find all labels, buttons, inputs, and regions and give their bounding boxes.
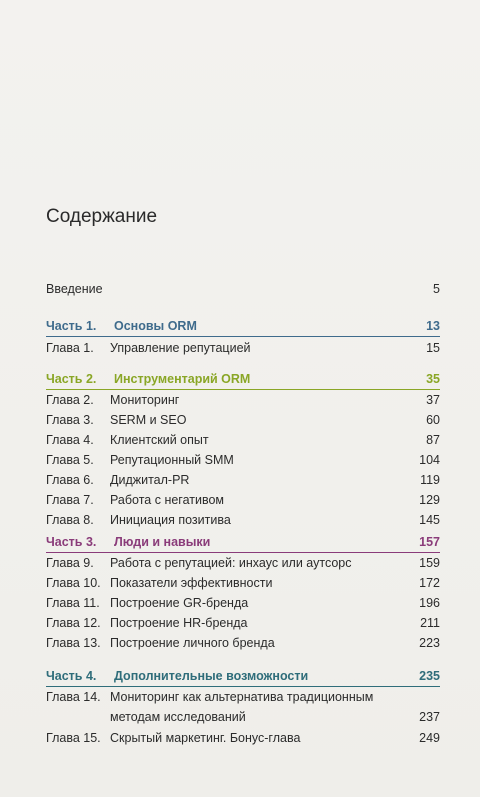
chapter-title: Работа с репутацией: инхаус или аутсорс xyxy=(110,556,352,570)
chapter-title: Управление репутацией xyxy=(110,341,251,355)
chapter-page: 15 xyxy=(426,341,440,355)
chapter-label: Глава 1. xyxy=(46,341,94,355)
toc-title: Содержание xyxy=(46,206,158,227)
toc-chapter-10 xyxy=(46,573,440,593)
part-label: Часть 3. xyxy=(46,535,97,549)
toc-part-3 xyxy=(46,532,440,553)
toc-chapter-11 xyxy=(46,593,440,613)
toc-chapter-8 xyxy=(46,510,440,530)
toc-chapter-3 xyxy=(46,410,440,430)
toc-chapter-12 xyxy=(46,613,440,633)
chapter-label: Глава 4. xyxy=(46,433,94,447)
toc-chapter-5 xyxy=(46,450,440,470)
toc-chapter-9 xyxy=(46,553,440,573)
toc-intro-page: 5 xyxy=(433,282,440,296)
chapter-page: 159 xyxy=(419,556,440,570)
chapter-page: 119 xyxy=(420,473,440,487)
toc-part-2 xyxy=(46,369,440,390)
chapter-title: Работа с негативом xyxy=(110,493,225,507)
chapter-page: 172 xyxy=(419,576,440,590)
toc-chapter-7 xyxy=(46,490,440,510)
chapter-page: 196 xyxy=(419,596,440,610)
chapter-label: Глава 15. xyxy=(46,731,101,745)
part-page: 235 xyxy=(419,669,440,683)
toc-chapter-4 xyxy=(46,430,440,450)
chapter-title: Скрытый маркетинг. Бонус-глава xyxy=(110,731,301,745)
chapter-label: Глава 7. xyxy=(46,493,94,507)
chapter-label: Глава 2. xyxy=(46,393,94,407)
chapter-title: Мониторинг как альтернатива традиционным методам исследований xyxy=(110,690,374,724)
part-title: Дополнительные возможности xyxy=(114,669,309,683)
toc-intro xyxy=(46,279,440,299)
chapter-title: Репутационный SMM xyxy=(110,453,234,467)
toc-chapter-15 xyxy=(46,728,440,748)
chapter-title: Инициация позитива xyxy=(110,513,231,527)
toc-chapter-14 xyxy=(46,687,440,727)
chapter-page: 87 xyxy=(426,433,440,447)
chapter-page: 211 xyxy=(420,616,440,630)
chapter-title: Построение HR-бренда xyxy=(110,616,248,630)
toc-chapter-13 xyxy=(46,633,440,653)
chapter-title: Построение личного бренда xyxy=(110,636,275,650)
part-title: Люди и навыки xyxy=(114,535,211,549)
toc-chapter-1 xyxy=(46,338,440,358)
chapter-label: Глава 5. xyxy=(46,453,94,467)
chapter-page: 37 xyxy=(426,393,440,407)
chapter-title: Построение GR-бренда xyxy=(110,596,249,610)
part-title: Инструментарий ORM xyxy=(114,372,251,386)
toc-intro-title: Введение xyxy=(46,282,103,296)
chapter-page: 104 xyxy=(419,453,440,467)
part-label: Часть 1. xyxy=(46,319,97,333)
chapter-label: Глава 14. xyxy=(46,690,101,704)
chapter-title: SERM и SEO xyxy=(110,413,187,427)
chapter-page: 129 xyxy=(419,493,440,507)
chapter-label: Глава 6. xyxy=(46,473,94,487)
chapter-page: 249 xyxy=(419,731,440,745)
chapter-page: 145 xyxy=(419,513,440,527)
part-page: 157 xyxy=(419,535,440,549)
chapter-label: Глава 9. xyxy=(46,556,94,570)
chapter-page: 60 xyxy=(426,413,440,427)
part-label: Часть 4. xyxy=(46,669,97,683)
toc-part-1 xyxy=(46,316,440,337)
chapter-title: Мониторинг xyxy=(110,393,180,407)
chapter-page: 237 xyxy=(419,710,440,724)
toc-chapter-6 xyxy=(46,470,440,490)
part-page: 13 xyxy=(426,319,440,333)
chapter-label: Глава 10. xyxy=(46,576,101,590)
chapter-page: 223 xyxy=(419,636,440,650)
chapter-label: Глава 8. xyxy=(46,513,94,527)
part-label: Часть 2. xyxy=(46,372,97,386)
chapter-title: Клиентский опыт xyxy=(110,433,209,447)
chapter-label: Глава 11. xyxy=(46,596,100,610)
chapter-label: Глава 12. xyxy=(46,616,101,630)
chapter-label: Глава 3. xyxy=(46,413,94,427)
toc-chapter-2 xyxy=(46,390,440,410)
chapter-label: Глава 13. xyxy=(46,636,101,650)
part-page: 35 xyxy=(426,372,440,386)
chapter-title: Показатели эффективности xyxy=(110,576,273,590)
toc-part-4 xyxy=(46,666,440,687)
chapter-title: Диджитал-PR xyxy=(110,473,190,487)
part-title: Основы ORM xyxy=(114,319,197,333)
